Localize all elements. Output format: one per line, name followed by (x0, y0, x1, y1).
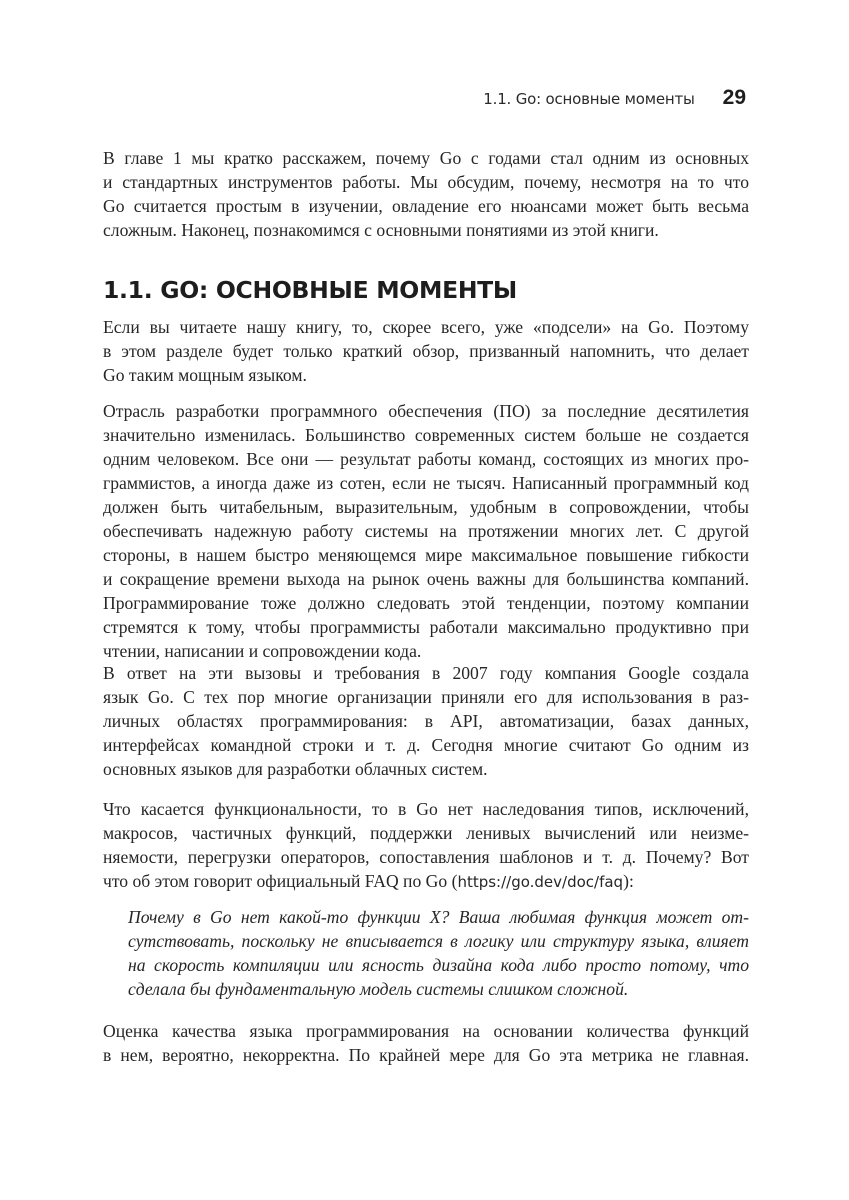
faq-link[interactable]: https://go.dev/doc/faq (457, 873, 624, 891)
running-head-title: 1.1. Go: основные моменты (483, 90, 695, 108)
text-line: интерфейсах командной строки и т. д. Сегодня многие считают Go одним из (103, 735, 749, 755)
running-head (483, 86, 746, 110)
text-line: и сокращение времени выхода на рынок очень важны для большинства компаний. (103, 569, 749, 589)
text-line: макросов, частичных функций, поддержки ленивых вычислений или неизме- (103, 823, 749, 843)
section-heading: 1.1. GO: ОСНОВНЫЕ МОМЕНТЫ (103, 276, 517, 304)
text-line: одним человеком. Все они — результат работы команд, состоящих из многих про- (103, 449, 749, 469)
text-line: Что касается функциональности, то в Go нет наследования типов, исключений, (103, 799, 749, 819)
text-line (103, 869, 749, 893)
text-line: значительно изменилась. Большинство современных систем больше не создается (103, 425, 749, 445)
text-line: обеспечивать надежную работу системы на протяжении многих лет. С другой (103, 521, 749, 541)
text-line: сложным. Наконец, познакомимся с основными понятиями из этой книги. (103, 220, 659, 240)
text-fragment: ): (623, 871, 634, 891)
paragraph-3 (103, 661, 749, 781)
text-line: в этом разделе будет только краткий обзор, призванный напомнить, что делает (103, 341, 749, 361)
text-line: стороны, в нашем быстро меняющемся мире максимальное повышение гибкости (103, 545, 749, 565)
text-line: Отрасль разработки программного обеспечения (ПО) за последние десятилетия (103, 401, 749, 421)
text-line: в нем, вероятно, некорректна. По крайней мере для Go эта метрика не главная. (103, 1045, 749, 1065)
text-line: няемости, перегрузки операторов, сопоставления шаблонов и т. д. Почему? Вот (103, 847, 749, 867)
paragraph-4 (103, 797, 749, 893)
text-line: и стандартных инструментов работы. Мы обсудим, почему, несмотря на то что (103, 172, 749, 192)
text-line: стремятся к тому, чтобы программисты работали максимально продуктивно при (103, 617, 749, 637)
text-line: основных языков для разработки облачных систем. (103, 759, 488, 779)
page-number: 29 (722, 86, 746, 109)
text-line: Оценка качества языка программирования на основании количества функций (103, 1021, 749, 1041)
paragraph-5 (103, 1019, 749, 1067)
text-fragment: что об этом говорит официальный FAQ по Go ( (103, 871, 458, 891)
text-line: Почему в Go нет какой-то функции X? Ваша любимая функция может от- (128, 907, 749, 927)
text-line: сделала бы фундаментальную модель системы слишком сложной. (128, 979, 629, 999)
text-line: язык Go. С тех пор многие организации приняли его для использования в раз- (103, 687, 749, 707)
paragraph-1 (103, 315, 749, 387)
text-line: должен быть читабельным, выразительным, удобным в сопровождении, чтобы (103, 497, 749, 517)
text-line: граммистов, а иногда даже из сотен, если не тысяч. Написанный программный код (103, 473, 749, 493)
text-line: Go считается простым в изучении, овладение его нюансами может быть весьма (103, 196, 749, 216)
text-line: личных областях программирования: в API, автоматизации, базах данных, (103, 711, 749, 731)
text-line: В главе 1 мы кратко расскажем, почему Go с годами стал одним из основных (103, 148, 749, 168)
text-line: на скорость компиляции или ясность дизайна кода либо просто потому, что (128, 955, 749, 975)
block-quote (128, 905, 749, 1001)
text-line: В ответ на эти вызовы и требования в 2007 году компания Google создала (103, 663, 749, 683)
text-line: Go таким мощным языком. (103, 365, 307, 385)
text-line: чтении, написании и сопровождении кода. (103, 641, 422, 661)
text-line: сутствовать, поскольку не вписывается в логику или структуру языка, влияет (128, 931, 749, 951)
paragraph-2 (103, 399, 749, 663)
text-line: Если вы читаете нашу книгу, то, скорее всего, уже «подсели» на Go. Поэтому (103, 317, 749, 337)
text-line: Программирование тоже должно следовать этой тенденции, поэтому компании (103, 593, 749, 613)
intro-paragraph (103, 146, 749, 242)
